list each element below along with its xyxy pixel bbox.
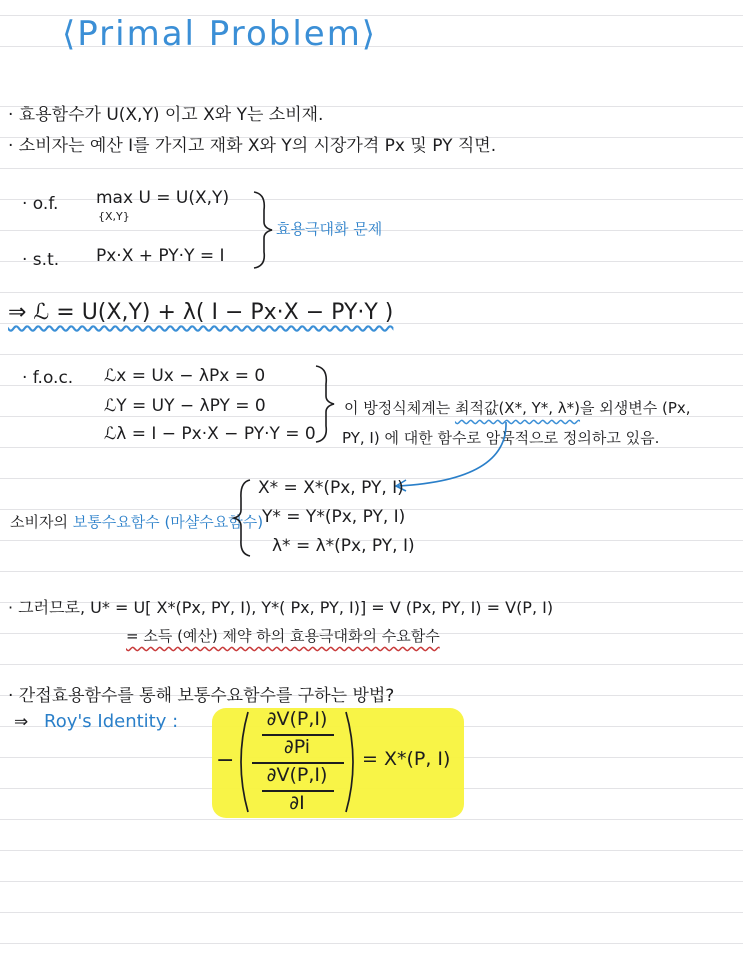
objective-expression: max U = U(X,Y) xyxy=(96,188,230,208)
minus-sign: − xyxy=(216,748,235,773)
marshallian-demand-label: 보통수요함수 (마샬수요함수) xyxy=(72,513,264,531)
foc-equation-y: ℒY = UY − λPY = 0 xyxy=(104,396,266,416)
constraint-label: · s.t. xyxy=(22,250,60,270)
page-title: ⟨Primal Problem⟩ xyxy=(62,14,378,54)
right-paren-icon xyxy=(344,710,360,814)
budget-line: · 소비자는 예산 I를 가지고 재화 X와 Y의 시장가격 Px 및 PY 직면. xyxy=(8,136,497,156)
demand-label-prefix: 소비자의 xyxy=(10,513,73,531)
utility-function-line: · 효용함수가 U(X,Y) 이고 X와 Y는 소비재. xyxy=(8,105,324,125)
demand-label xyxy=(10,511,263,532)
arrow-icon xyxy=(390,420,510,490)
foc-equation-x: ℒx = Ux − λPx = 0 xyxy=(104,366,266,386)
question-line: · 간접효용함수를 통해 보통수요함수를 구하는 방법? xyxy=(8,686,395,706)
foc-note-part-c: 을 외생변수 (Px, xyxy=(580,399,691,417)
indirect-utility-note: = 소득 (예산) 제약 하의 효용극대화의 수요함수 xyxy=(126,627,440,645)
demand-x: X* = X*(Px, PY, I) xyxy=(258,478,404,498)
optimal-values: 최적값(X*, Y*, λ*) xyxy=(454,399,581,417)
demand-lambda: λ* = λ*(Px, PY, I) xyxy=(272,536,415,556)
left-paren-icon xyxy=(234,710,250,814)
roy-result: = X*(P, I) xyxy=(362,748,451,770)
denominator-top: ∂Pi xyxy=(283,736,311,758)
indirect-utility-equation: · 그러므로, U* = U[ X*(Px, PY, I), Y*( Px, PY, I)] = V (Px, PY, I) = V(P, I) xyxy=(8,598,554,617)
lagrangian-equation: ⇒ ℒ = U(X,Y) + λ( I − Px·X − PY·Y ) xyxy=(8,300,394,325)
numerator-bottom: ∂V(P,I) xyxy=(266,764,328,786)
foc-note-part-a: 이 방정식체계는 xyxy=(344,399,455,417)
roys-identity-label: Roy's Identity : xyxy=(44,711,179,732)
foc-note-line-1 xyxy=(344,397,691,418)
left-brace-icon xyxy=(232,478,254,558)
demand-y: Y* = Y*(Px, PY, I) xyxy=(262,507,406,527)
numerator-top: ∂V(P,I) xyxy=(266,708,328,730)
denominator-bottom: ∂I xyxy=(289,792,305,814)
foc-note-line-2: PY, I) 에 대한 함수로 암묵적으로 정의하고 있음. xyxy=(342,429,660,447)
roy-arrow: ⇒ xyxy=(14,712,29,732)
foc-equation-lambda: ℒλ = I − Px·X − PY·Y = 0 xyxy=(104,424,316,444)
foc-label: · f.o.c. xyxy=(22,368,74,388)
right-brace-icon xyxy=(312,364,342,444)
objective-subscript: {X,Y} xyxy=(98,210,130,223)
utility-maximization-note: 효용극대화 문제 xyxy=(276,220,383,238)
constraint-expression: Px·X + PY·Y = I xyxy=(96,246,225,266)
objective-label: · o.f. xyxy=(22,194,59,214)
